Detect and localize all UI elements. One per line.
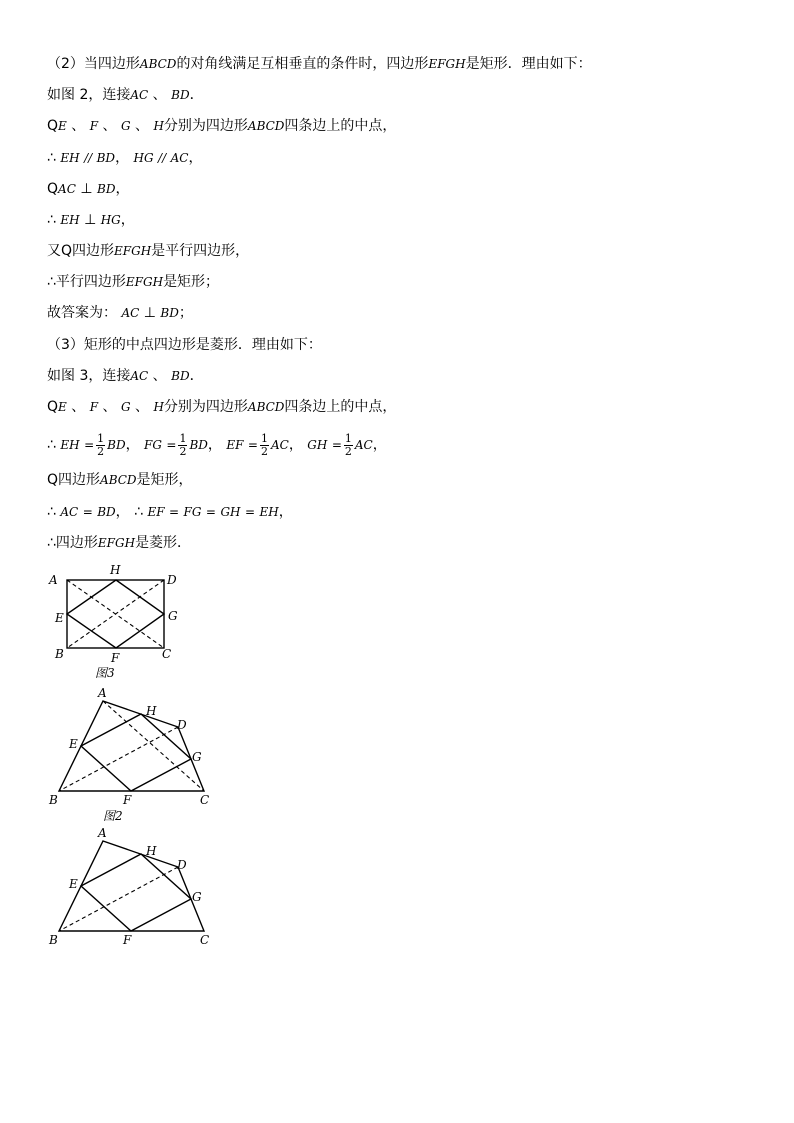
text-line-10 bbox=[47, 335, 322, 355]
fraction-denominator: 2 bbox=[344, 444, 352, 458]
line-text: 是矩形．理由如下： bbox=[465, 56, 592, 72]
line-text: 、 bbox=[71, 118, 86, 134]
math-term: EFGH bbox=[428, 57, 466, 71]
line-text: ， bbox=[278, 504, 293, 520]
label-c: C bbox=[162, 647, 172, 661]
line-text: 四条边上的中点， bbox=[284, 399, 397, 415]
fraction-denominator: 2 bbox=[260, 444, 268, 458]
therefore-symbol: ∴ bbox=[47, 212, 56, 228]
text-line-8 bbox=[47, 272, 219, 292]
text-line-2 bbox=[47, 85, 204, 105]
fraction-denominator: 2 bbox=[179, 444, 187, 458]
math-term: BD bbox=[97, 505, 116, 519]
math-term: ABCD bbox=[100, 473, 137, 487]
therefore-symbol: ∴ bbox=[134, 504, 144, 520]
math-term: F bbox=[89, 119, 99, 133]
math-term: EF bbox=[147, 505, 165, 519]
math-term: FG bbox=[144, 438, 162, 452]
line-text: 是菱形． bbox=[135, 535, 192, 551]
math-term: BD bbox=[160, 306, 179, 320]
line-text: 、 bbox=[102, 399, 117, 415]
math-term: G bbox=[120, 119, 131, 133]
fraction-numerator: 1 bbox=[97, 431, 105, 445]
line-text: 、 bbox=[71, 399, 86, 415]
text-line-7 bbox=[47, 241, 249, 261]
line-text: 四条边上的中点， bbox=[284, 118, 397, 134]
math-term: F bbox=[89, 400, 99, 414]
math-term: E bbox=[58, 400, 67, 414]
perpendicular-symbol: ⊥ bbox=[84, 212, 97, 228]
math-term: EH bbox=[60, 151, 80, 165]
line-text: Q四边形 bbox=[47, 472, 101, 488]
figure-1-quadrilateral bbox=[40, 826, 220, 951]
line-text: ， bbox=[372, 437, 387, 453]
math-term: ABCD bbox=[247, 400, 285, 414]
therefore-symbol: ∴ bbox=[47, 504, 56, 520]
line-text: 是平行四边形， bbox=[151, 243, 250, 259]
line-text: 、 bbox=[152, 87, 167, 103]
math-term: FG bbox=[183, 505, 202, 519]
math-term: BD bbox=[171, 88, 190, 102]
text-line-14 bbox=[47, 470, 193, 490]
label-f: F bbox=[123, 793, 132, 807]
math-term: AC bbox=[354, 438, 373, 452]
line-text: 故答案为： bbox=[47, 305, 117, 321]
math-term: AC bbox=[130, 369, 149, 383]
line-text: ， bbox=[288, 437, 303, 453]
math-term: EFGH bbox=[114, 244, 152, 258]
figure-3-rectangle bbox=[40, 560, 200, 685]
line-text: 是矩形， bbox=[136, 472, 193, 488]
line-text: 分别为四边形 bbox=[163, 118, 248, 134]
label-b: B bbox=[49, 793, 58, 807]
perpendicular-symbol: ⊥ bbox=[80, 181, 93, 197]
label-b: B bbox=[49, 933, 58, 947]
math-term: GH bbox=[307, 438, 328, 452]
line-text: 、 bbox=[102, 118, 117, 134]
equals-symbol: = bbox=[205, 505, 216, 519]
figure-caption: 图3 bbox=[95, 666, 115, 680]
math-term: BD bbox=[97, 182, 116, 196]
math-term: EFGH bbox=[97, 536, 136, 550]
label-h: H bbox=[146, 844, 157, 858]
math-term: H bbox=[153, 119, 164, 133]
label-h: H bbox=[146, 704, 157, 718]
fraction-half bbox=[96, 433, 105, 458]
line-text: 、 bbox=[152, 368, 167, 384]
math-term: EFGH bbox=[125, 275, 164, 289]
math-term: EH bbox=[60, 213, 80, 227]
label-e: E bbox=[69, 877, 78, 891]
math-term: BD bbox=[96, 151, 116, 165]
math-term: HG bbox=[133, 151, 154, 165]
label-e: E bbox=[55, 611, 64, 625]
fraction-numerator: 1 bbox=[260, 431, 268, 445]
text-line-3 bbox=[47, 116, 396, 136]
label-a: A bbox=[98, 826, 107, 840]
label-d: D bbox=[177, 718, 187, 732]
equals-symbol: = bbox=[247, 438, 258, 452]
label-a: A bbox=[49, 573, 58, 587]
math-term: BD bbox=[107, 438, 126, 452]
math-term: AC bbox=[130, 88, 149, 102]
label-h: H bbox=[110, 563, 121, 577]
math-term: HG bbox=[100, 213, 121, 227]
line-text: ； bbox=[178, 305, 193, 321]
label-f: F bbox=[123, 933, 132, 947]
line-text: 、 bbox=[134, 399, 149, 415]
because-symbol: Q bbox=[47, 118, 59, 134]
text-line-4 bbox=[47, 148, 202, 168]
math-term: AC bbox=[170, 151, 189, 165]
math-term: EH bbox=[259, 505, 279, 519]
text-line-15 bbox=[47, 502, 293, 522]
equals-symbol: = bbox=[331, 438, 342, 452]
line-text: 如图 3，连接 bbox=[47, 368, 131, 384]
line-text: ， bbox=[188, 150, 203, 166]
math-term: ABCD bbox=[247, 119, 285, 133]
equals-symbol: = bbox=[169, 505, 180, 519]
math-term: EF bbox=[226, 438, 244, 452]
equals-symbol: = bbox=[166, 438, 177, 452]
fraction-half bbox=[178, 433, 187, 458]
label-a: A bbox=[98, 686, 107, 700]
equals-symbol: = bbox=[84, 438, 95, 452]
figure-caption: 图2 bbox=[103, 809, 123, 823]
fraction-numerator: 1 bbox=[179, 431, 187, 445]
equals-symbol: = bbox=[82, 505, 93, 519]
fraction-half bbox=[344, 433, 353, 458]
because-symbol: Q bbox=[47, 181, 59, 197]
text-line-13 bbox=[47, 428, 387, 462]
text-line-16 bbox=[47, 533, 191, 553]
text-line-1 bbox=[47, 54, 592, 74]
line-text: ， bbox=[120, 212, 135, 228]
math-term: AC bbox=[270, 438, 289, 452]
math-term: H bbox=[153, 400, 164, 414]
label-g: G bbox=[168, 609, 178, 623]
line-text: 如图 2，连接 bbox=[47, 87, 131, 103]
line-text: ∴平行四边形 bbox=[47, 274, 126, 290]
label-d: D bbox=[177, 858, 187, 872]
text-line-12 bbox=[47, 397, 396, 417]
line-text: ． bbox=[189, 368, 204, 384]
figure-2-quadrilateral bbox=[40, 686, 220, 826]
math-term: EH bbox=[60, 438, 80, 452]
math-term: G bbox=[120, 400, 131, 414]
because-symbol: Q bbox=[47, 399, 59, 415]
line-text: （2）当四边形 bbox=[47, 56, 140, 72]
math-term: AC bbox=[58, 182, 76, 196]
math-term: GH bbox=[220, 505, 241, 519]
therefore-symbol: ∴ bbox=[47, 150, 56, 166]
line-text: ， bbox=[125, 437, 140, 453]
line-text: ∴四边形 bbox=[47, 535, 98, 551]
label-e: E bbox=[69, 737, 78, 751]
math-term: E bbox=[58, 119, 67, 133]
line-text: 是矩形； bbox=[163, 274, 220, 290]
math-term: BD bbox=[171, 369, 190, 383]
line-text: （3）矩形的中点四边形是菱形．理由如下： bbox=[47, 337, 322, 353]
label-g: G bbox=[192, 750, 202, 764]
label-b: B bbox=[55, 647, 64, 661]
label-f: F bbox=[111, 651, 120, 665]
text-line-5 bbox=[47, 179, 129, 199]
line-text: ． bbox=[189, 87, 204, 103]
label-g: G bbox=[192, 890, 202, 904]
fraction-denominator: 2 bbox=[97, 444, 105, 458]
line-text: 、 bbox=[134, 118, 149, 134]
fraction-numerator: 1 bbox=[344, 431, 352, 445]
line-text: 又Q四边形 bbox=[47, 243, 115, 259]
perpendicular-symbol: ⊥ bbox=[143, 305, 156, 321]
math-term: AC bbox=[121, 306, 140, 320]
line-text: 的对角线满足互相垂直的条件时，四边形 bbox=[176, 56, 429, 72]
math-term: AC bbox=[60, 505, 79, 519]
equals-symbol: = bbox=[244, 505, 256, 519]
therefore-symbol: ∴ bbox=[47, 437, 56, 453]
label-c: C bbox=[200, 793, 210, 807]
parallel-symbol: // bbox=[158, 151, 167, 165]
math-term: ABCD bbox=[139, 57, 177, 71]
text-line-9 bbox=[47, 303, 193, 323]
line-text: ， bbox=[207, 437, 222, 453]
line-text: ， bbox=[115, 181, 130, 197]
line-text: ， bbox=[115, 504, 130, 520]
label-c: C bbox=[200, 933, 210, 947]
text-line-11 bbox=[47, 366, 204, 386]
line-text: ， bbox=[115, 150, 130, 166]
line-text: 分别为四边形 bbox=[163, 399, 248, 415]
label-d: D bbox=[167, 573, 177, 587]
fraction-half bbox=[260, 433, 269, 458]
math-term: BD bbox=[189, 438, 208, 452]
parallel-symbol: // bbox=[84, 151, 93, 165]
text-line-6 bbox=[47, 210, 135, 230]
